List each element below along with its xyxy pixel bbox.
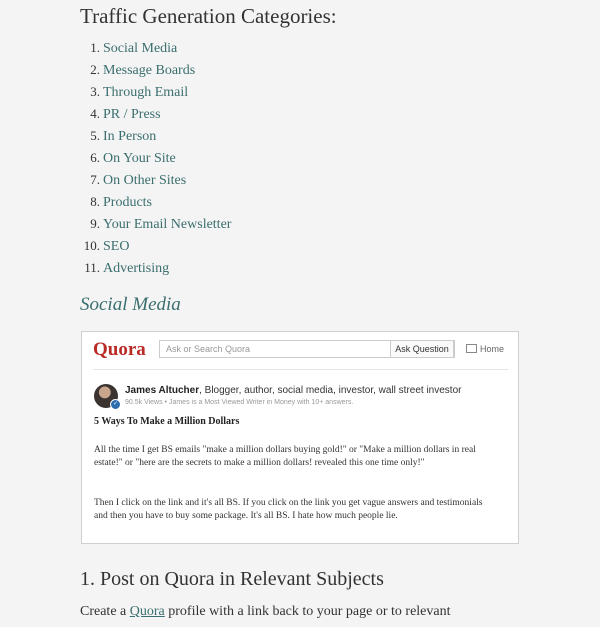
list-item [80, 59, 231, 81]
category-link-on-your-site[interactable]: On Your Site [103, 151, 176, 166]
list-item [80, 81, 231, 103]
quora-link[interactable]: Quora [129, 604, 165, 619]
verified-icon: ✓ [110, 399, 121, 410]
list-number: 2. [90, 62, 100, 77]
list-number: 9. [90, 216, 100, 231]
section-heading: Social Media [80, 294, 181, 315]
page-heading: Traffic Generation Categories: [80, 4, 337, 28]
list-number: 10. [83, 238, 100, 253]
category-link-seo[interactable]: SEO [103, 239, 130, 254]
list-item [80, 235, 231, 257]
body-prefix: Create a [80, 604, 130, 619]
author-tagline: , Blogger, author, social media, investor, wall street investor [199, 385, 462, 396]
list-number: 4. [90, 106, 100, 121]
author-name: James Altucher [125, 385, 200, 396]
category-link-through-email[interactable]: Through Email [103, 85, 189, 100]
list-number: 5. [90, 128, 100, 143]
list-item [80, 169, 231, 191]
answer-paragraph-1: All the time I get BS emails "make a million dollars buying gold!" or "Make a million dollars in real estate!" or "here are the secrets to make a million dollars! revealed this one time only!" [94, 445, 476, 468]
list-item [80, 103, 231, 125]
list-item [80, 125, 231, 147]
header-divider [93, 369, 508, 370]
category-link-advertising[interactable]: Advertising [103, 261, 170, 276]
list-number: 7. [90, 172, 100, 187]
list-number: 1. [90, 40, 100, 55]
step-heading: 1. Post on Quora in Relevant Subjects [80, 568, 384, 590]
category-list [80, 37, 231, 279]
category-link-social-media[interactable]: Social Media [103, 41, 178, 56]
home-link [466, 341, 504, 357]
list-item [80, 147, 231, 169]
ask-question-button: Ask Question [390, 340, 454, 358]
category-link-email-newsletter[interactable]: Your Email Newsletter [103, 217, 232, 232]
list-number: 11. [84, 260, 100, 275]
author-meta: 90.5k Views • James is a Most Viewed Writer in Money with 10+ answers. [125, 399, 354, 406]
quora-screenshot [81, 331, 519, 544]
author-line [125, 385, 461, 396]
avatar [94, 384, 118, 408]
home-label: Home [480, 344, 505, 354]
list-number: 6. [90, 150, 100, 165]
answer-title: 5 Ways To Make a Million Dollars [94, 416, 240, 427]
list-number: 3. [90, 84, 100, 99]
quora-header [82, 332, 518, 370]
list-number: 8. [90, 194, 100, 209]
list-item [80, 213, 231, 235]
list-item [80, 37, 231, 59]
category-link-in-person[interactable]: In Person [103, 129, 157, 144]
category-link-on-other-sites[interactable]: On Other Sites [103, 173, 187, 188]
list-item [80, 191, 231, 213]
answer-paragraph-2: Then I click on the link and it's all BS. If you click on the link you get vague answers and testimonials and then you have to buy some package. It's all BS. I hate how much people lie. [94, 498, 483, 521]
list-item [80, 257, 231, 279]
category-link-pr-press[interactable]: PR / Press [103, 107, 161, 122]
quora-search-input: Ask or Search Quora [159, 340, 455, 358]
category-link-products[interactable]: Products [103, 195, 152, 210]
body-suffix: profile with a link back to your page or to relevant [164, 604, 451, 619]
home-icon [466, 344, 477, 353]
quora-logo: Quora [93, 339, 146, 360]
category-link-message-boards[interactable]: Message Boards [103, 63, 196, 78]
body-paragraph [80, 604, 451, 620]
